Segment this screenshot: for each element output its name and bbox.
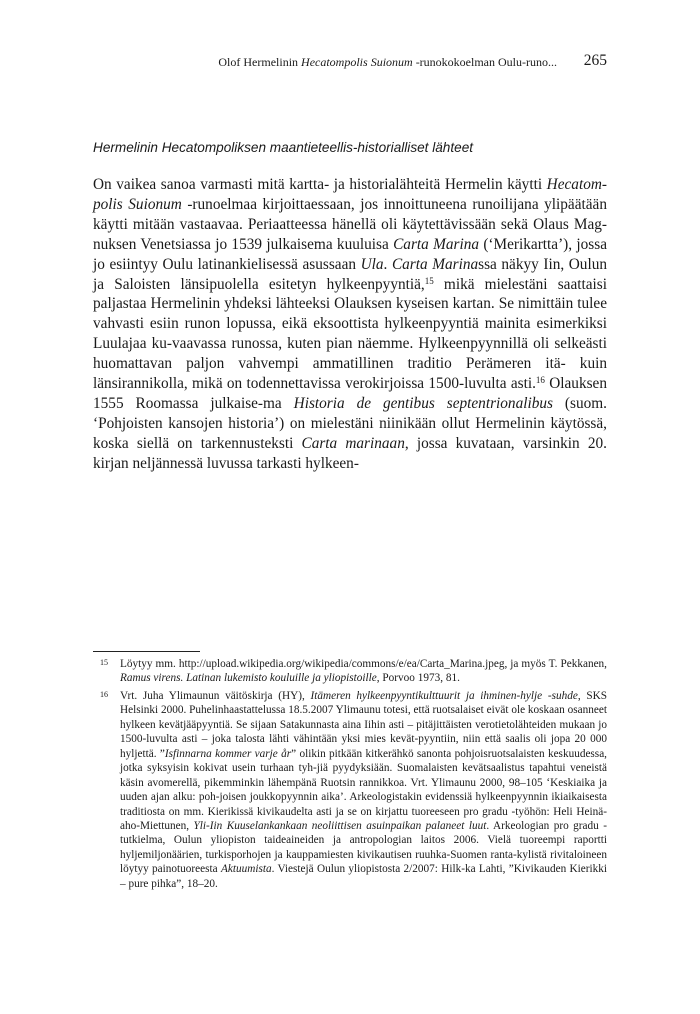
body-paragraph: [93, 175, 607, 474]
running-title: [218, 55, 557, 70]
footnote-text-run: , SKS Helsinki 2000. Puhelinhaastattelussa 18.5.2007 Ylimaunu totesi, että ruotsalaiset eivät ole koskaan osanneet hylkeen kevätjääpyyntiä. Se sijaan Satakunnasta aina Iihin asti – pitäjittäisten verotietolähteiden mukaan jo 1500-luvulta asti – joka talosta lähti vähintään yksi mies kevät-pyyntiin, niin että saalis oli jopa 20 000 hyljettä. ”: [120, 689, 607, 760]
footnote-italic-run: Aktuumista: [220, 863, 272, 876]
footnote-number: 16: [100, 689, 108, 699]
body-text-run: .: [383, 255, 392, 273]
footnote-16: [93, 689, 607, 891]
body-italic-run: Carta Marina: [391, 255, 479, 273]
body-italic-run: Historia de gentibus septentrionalibus: [293, 394, 553, 412]
footnote-number: 15: [100, 658, 108, 667]
footnote-text-run: . Viestejä Oulun yliopistosta 2/2007: Hilk-ka Lahti, ”Kivikauden Kierikki – pure pihka”, 18–20.: [120, 863, 608, 890]
footnote-italic-run: Yli-Iin Kuuselankankaan neoliittisen asuinpaikan palaneet luut: [193, 819, 487, 832]
footnote-reference-15[interactable]: 15: [424, 275, 434, 286]
footnote-text-run: ” olikin pitkään kitkerähkö sanonta pohjoisruotsalaisten keskuudessa, jotka syksyisin kokivat usein turhaan tyh-jiä pyydyksiään. Suomalaisten kevätsaalistus tapahtui veneistä käsin avomerellä, pikemminkin lähempänä Ruotsin rannikkoa. Vrt. Ylimaunu 2000, 98–105 ‘Keskiaika ja uuden ajan alku: poh-joisen joukkopyynnin aika’. Arkeologistakin evidenssiä hylkeenpyynnin ikiaikaisesta traditiosta on mm. Kierikissä kivikaudelta asti ja se on kirjattu tuoreeseen pro gradu -työhön: Heli Heinä-aho-Miettunen,: [120, 747, 607, 832]
body-text-run: (‘Merikartta’), jossa jo esiintyy Oulu latinankielisessä asussaan: [93, 235, 608, 273]
footnote-italic-run: Itämeren hylkeenpyyntikulttuurit ja ihminen-hylje -suhde: [310, 689, 578, 702]
body-text-run: ssa näkyy Iin, Oulun ja Saloisten länsipuolella esitetyn hylkeenpyyntiä,: [93, 255, 607, 293]
footnote-reference-16[interactable]: 16: [535, 375, 545, 386]
body-italic-run: Carta marinaan: [301, 434, 405, 452]
body-text-run: On vaikea sanoa varmasti mitä kartta- ja historialähteitä Hermelin käytti: [93, 176, 547, 193]
body-italic-run: Carta Marina: [393, 235, 480, 253]
page-number: 265: [583, 52, 607, 69]
body-text-run: mikä mielestäni saattaisi paljastaa Hermelinin yhdeksi lähteeksi Olauksen kyseisen kartan. Se nimittäin tulee vahvasti esiin runon lopussa, eikä eksoottista hylkeenpyyntiä mainita esimerkiksi Luulajaa ku-vaavassa runossa, kuten pian näemme. Hylkeenpyynnillä oli selkeästi huomattavan paljon vahvempi ammatillinen traditio Perämeren itä- kuin länsirannikolla, mikä on todennettavissa verokirjoissa 1500-luvulta asti.: [93, 275, 608, 393]
footnote-divider: [93, 651, 200, 652]
body-text-run: , jossa kuvataan, varsinkin 20. kirjan neljännessä luvussa tarkasti hylkeen-: [93, 434, 607, 472]
section-heading: Hermelinin Hecatompoliksen maantieteellis-historialliset lähteet: [93, 140, 474, 155]
body-italic-run: Ula: [360, 255, 384, 273]
running-title-part: Olof Hermelinin: [218, 55, 302, 69]
footnote-list: [93, 657, 607, 894]
footnote-italic-run: Isfinnarna kommer varje år: [164, 747, 292, 760]
footnote-text-run: . Arkeologian pro gradu -tutkielma, Oulun yliopiston taideaineiden ja antropologian laitos 2006. Vielä tuoreempi raportti hyljemiljonäärien, turkisporhojen ja kauppamiesten kivikautisen ruuhka-Suomen ranta-kylistä rivitaloineen löytyy painotuoreesta: [120, 819, 607, 876]
body-italic-run: Hecatom-polis Suionum: [93, 176, 607, 213]
footnote-text-run: Vrt. Juha Ylimaunun väitöskirja (HY),: [120, 689, 311, 702]
footnote-italic-run: Ramus virens. Latinan lukemisto kouluille ja yliopistoille: [120, 672, 377, 685]
body-text-run: -runoelmaa kirjoittaessaan, jos innoittuneena runoilijana ylipäätään käytti mitään vastaavaa. Periaatteessa hänellä oli käytettävissään sekä Olaus Mag-nuksen Venetsiassa jo 1539 julkaisema kuuluisa: [93, 195, 607, 253]
body-text-run: Olauksen 1555 Roomassa julkaise-ma: [93, 375, 607, 412]
footnote-text-run: Löytyy mm. http://upload.wikipedia.org/wikipedia/commons/e/ea/Carta_Marina.jpeg, ja myös T. Pekkanen,: [120, 658, 607, 670]
footnote-text-run: , Porvoo 1973, 81.: [376, 672, 460, 685]
body-text-run: (suom. ‘Pohjoisten kansojen historia’) on mielestäni niinikään ollut Hermelinin käytössä, koska siellä on tarkennusteksti: [93, 394, 607, 452]
footnote-15: [93, 657, 607, 686]
running-header: [93, 52, 607, 72]
running-title-part: -runokokoelman Oulu-runo...: [412, 55, 557, 69]
running-title-italic: Hecatompolis Suionum: [301, 55, 413, 69]
